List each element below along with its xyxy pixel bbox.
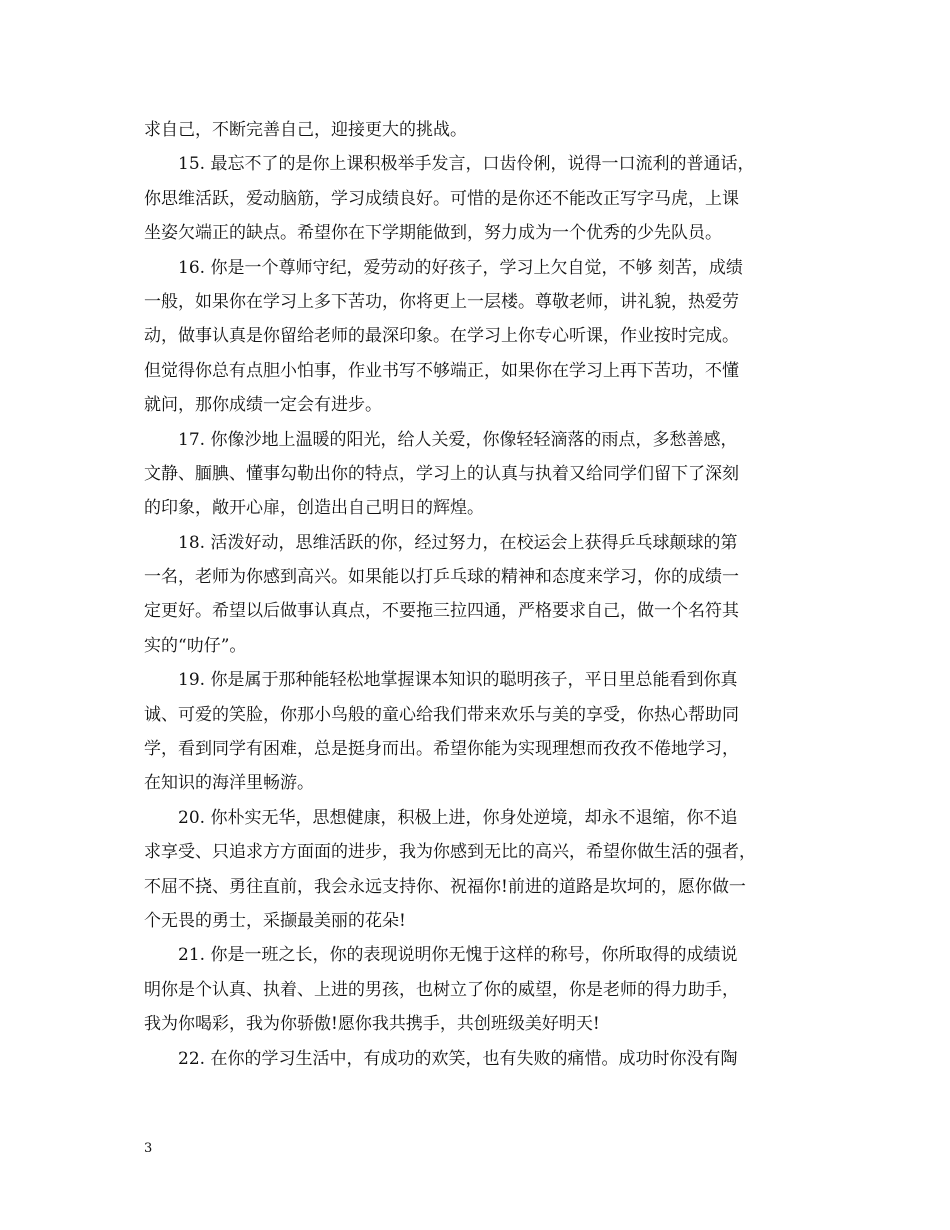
text-line: 文静、腼腆、懂事勾勒出你的特点，学习上的认真与执着又给同学们留下了深刻 bbox=[144, 463, 739, 484]
text-line: 动，做事认真是你留给老师的最深印象。在学习上你专心听课，作业按时完成。 bbox=[144, 326, 739, 347]
text-line: 一名，老师为你感到高兴。如果能以打乒乓球的精神和态度来学习，你的成绩一 bbox=[144, 567, 739, 588]
document-body bbox=[144, 113, 814, 1076]
page-number: 3 bbox=[144, 1141, 153, 1156]
paragraph-first-line: 16. 你是一个尊师守纪，爱劳动的好孩子，学习上欠自觉，不够 刻苦，成绩 bbox=[178, 257, 743, 278]
text-line: 定更好。希望以后做事认真点，不要拖三拉四通，严格要求自己，做一个名符其 bbox=[144, 601, 739, 622]
paragraph-first-line: 22. 在你的学习生活中，有成功的欢笑，也有失败的痛惜。成功时你没有陶 bbox=[178, 1048, 738, 1069]
text-line: 你思维活跃，爱动脑筋，学习成绩良好。可惜的是你还不能改正写字马虎，上课 bbox=[144, 188, 739, 209]
text-line: 但觉得你总有点胆小怕事，作业书写不够端正，如果你在学习上再下苦功，不懂 bbox=[144, 360, 739, 381]
text-line: 求享受、只追求方方面面的进步，我为你感到无比的高兴，希望你做生活的强者， bbox=[144, 842, 756, 863]
text-line: 个无畏的勇士，采撷最美丽的花朵! bbox=[144, 910, 406, 931]
paragraph-first-line: 18. 活泼好动，思维活跃的你，经过努力，在校运会上获得乒乓球颠球的第 bbox=[178, 532, 738, 553]
text-line: 坐姿欠端正的缺点。希望你在下学期能做到，努力成为一个优秀的少先队员。 bbox=[144, 223, 722, 244]
text-line: 求自己，不断完善自己，迎接更大的挑战。 bbox=[144, 120, 467, 140]
paragraph-first-line: 15. 最忘不了的是你上课积极举手发言，口齿伶俐，说得一口流利的普通话， bbox=[178, 154, 755, 175]
text-line: 实的“叻仔”。 bbox=[144, 635, 247, 656]
text-line: 不屈不挠、勇往直前，我会永远支持你、祝福你!前进的道路是坎坷的，愿你做一 bbox=[144, 876, 746, 897]
text-line: 就问，那你成绩一定会有进步。 bbox=[144, 395, 382, 416]
paragraph-first-line: 21. 你是一班之长，你的表现说明你无愧于这样的称号，你所取得的成绩说 bbox=[178, 945, 738, 966]
paragraph-first-line: 17. 你像沙地上温暖的阳光，给人关爱，你像轻轻滴落的雨点，多愁善感， bbox=[178, 429, 738, 450]
text-line: 在知识的海洋里畅游。 bbox=[144, 773, 314, 794]
paragraph-first-line: 19. 你是属于那种能轻松地掌握课本知识的聪明孩子，平日里总能看到你真 bbox=[178, 670, 738, 691]
text-line: 学，看到同学有困难，总是挺身而出。希望你能为实现理想而孜孜不倦地学习， bbox=[144, 739, 739, 760]
text-line: 明你是个认真、执着、上进的男孩，也树立了你的威望，你是老师的得力助手， bbox=[144, 979, 739, 1000]
text-line: 一般，如果你在学习上多下苦功，你将更上一层楼。尊敬老师，讲礼貌，热爱劳 bbox=[144, 291, 739, 312]
text-line: 的印象，敞开心扉，创造出自己明日的辉煌。 bbox=[144, 498, 484, 519]
text-line: 诚、可爱的笑脸，你那小鸟般的童心给我们带来欢乐与美的享受，你热心帮助同 bbox=[144, 704, 739, 725]
paragraph-first-line: 20. 你朴实无华，思想健康，积极上进，你身处逆境，却永不退缩，你不追 bbox=[178, 807, 738, 828]
text-line: 我为你喝彩，我为你骄傲!愿你我共携手，共创班级美好明天! bbox=[144, 1014, 600, 1035]
